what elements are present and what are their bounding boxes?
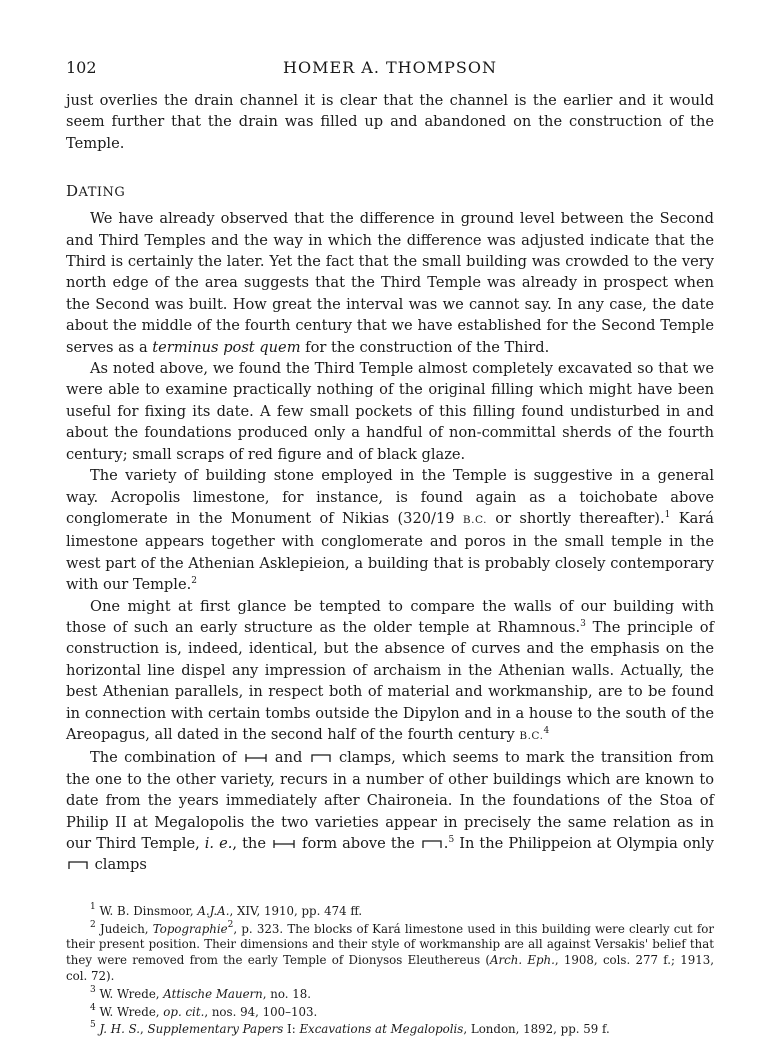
text-span: I: xyxy=(283,1022,300,1037)
page xyxy=(66,58,714,1038)
page-number: 102 xyxy=(66,58,97,77)
text-span: , p. 323. The blocks of Kará limestone used in this building were clearly cut for their present position. Their dimensions and their style of workmanship are all against Versakis' belief that they were removed from the early Temple of Dionysos Eleuthereus ( xyxy=(66,921,714,968)
footnote-2 xyxy=(66,919,714,985)
paragraph-5 xyxy=(66,747,714,875)
footnote-ref[interactable]: 5 xyxy=(448,835,455,845)
text-span: and xyxy=(268,749,309,767)
text-span: The combination of xyxy=(90,749,243,767)
paragraph-4 xyxy=(66,596,714,748)
text-span: In the Philippeion at Olympia only xyxy=(454,835,714,852)
text-span: The principle of construction is, indeed, identical, but the absence of curves and the emphasis on the horizontal line dispel any impression of archaism in the Athenian walls. Actually, the best Athenian parallels, in respect both of material and workmanship, are to be found in connection with certain tombs outside the Dipylon and in a house to the south of the Areopagus, all dated in the second half of the fourth century xyxy=(66,618,714,743)
footnote-number: 2 xyxy=(90,919,96,930)
text-span: or shortly thereafter). xyxy=(486,509,665,527)
italic-phrase: terminus post quem xyxy=(152,338,301,356)
pi-clamp-icon xyxy=(422,839,442,849)
running-title: HOMER A. THOMPSON xyxy=(283,58,497,77)
text-span: , the xyxy=(232,835,272,852)
footnote-3 xyxy=(66,984,714,1003)
section-heading xyxy=(66,182,714,200)
footnote-number: 5 xyxy=(90,1020,96,1031)
text-span: We have already observed that the difference in ground level between the Second and Third Temples and the way in which the difference was adjusted indicate that the Third is certainly the later. Yet the fact that the small building was crowded to the very north edge of the area suggests that the Third Temple was already in prospect when the Second was built. How great the interval was we cannot say. In any case, the date about the middle of the fourth century that we have established for the Second Temple serves as a xyxy=(66,210,714,356)
footnote-ref[interactable]: 4 xyxy=(543,725,550,736)
footnote-number: 1 xyxy=(90,901,96,912)
section-heading-rest: ATING xyxy=(78,185,126,201)
text-span: Judeich, xyxy=(99,921,153,936)
footnote-1 xyxy=(66,901,714,920)
paragraph-3 xyxy=(66,465,714,595)
paragraph-2: As noted above, we found the Third Temple almost completely excavated so that we were able to examine practically nothing of the original filling which might have been useful for fixing its date. A few small pockets of this filling found undisturbed in and about the foundations produced only a handful of non-committal sherds of the fourth century; small scraps of red figure and of black glaze. xyxy=(66,360,714,463)
footnote-5 xyxy=(66,1022,714,1038)
edition-superscript: 2 xyxy=(227,919,234,930)
footnote-ref[interactable]: 3 xyxy=(580,618,586,629)
italic-phrase: Topographie xyxy=(152,921,228,936)
text-span: , no. 18. xyxy=(262,986,312,1001)
italic-phrase: Attische Mauern xyxy=(163,986,263,1001)
italic-phrase: Arch. Eph. xyxy=(490,953,555,968)
h-clamp-icon xyxy=(273,839,295,849)
italic-phrase: Supplementary Papers xyxy=(147,1022,284,1037)
text-span: form above the xyxy=(297,835,420,852)
footnote-ref[interactable]: 1 xyxy=(664,509,671,520)
era-abbrev: B.C. xyxy=(462,513,487,526)
italic-phrase: op. cit. xyxy=(163,1004,205,1019)
footnote-4 xyxy=(66,1002,714,1021)
era-abbrev: B.C. xyxy=(519,729,544,742)
intro-paragraph: just overlies the drain channel it is clear that the channel is the earlier and it would seem further that the drain was filled up and abandoned on the construction of the Temple. xyxy=(66,92,714,152)
text-span: Kará limestone appears together with conglomerate and poros in the small temple in the west part of the Athenian Asklepieion, a building that is probably closely contemporary with our Temple. xyxy=(66,509,715,594)
pi-clamp-icon xyxy=(311,753,331,763)
section-heading-cap: D xyxy=(66,182,79,201)
paragraph-1 xyxy=(66,208,714,358)
text-span: clamps xyxy=(90,856,147,874)
italic-phrase: A.J.A. xyxy=(197,903,230,918)
text-span: . xyxy=(443,835,449,852)
text-span: W. Wrede, xyxy=(99,1004,164,1019)
footnote-number: 4 xyxy=(90,1002,96,1013)
footnotes xyxy=(66,901,714,1038)
pi-clamp-icon xyxy=(68,860,88,870)
footnote-ref[interactable]: 2 xyxy=(191,576,197,587)
text-span: for the construction of the Third. xyxy=(300,338,550,356)
italic-phrase: J. H. S. xyxy=(99,1022,140,1037)
footnote-number: 3 xyxy=(90,984,96,995)
italic-phrase: Excavations at Megalopolis xyxy=(299,1022,464,1037)
text-span: , 1908, cols. 277 f.; 1913, col. 72). xyxy=(66,953,714,983)
text-span: The variety of building stone employed in the Temple is suggestive in a general way. Acropolis limestone, for instance, is found again as a toichobate above conglomerate in the Monument of Nikias (320/19 xyxy=(66,467,714,527)
text-span: , xyxy=(140,1022,148,1037)
text-span: , nos. 94, 100–103. xyxy=(204,1004,318,1019)
h-clamp-icon xyxy=(245,753,267,763)
text-span: , London, 1892, pp. 59 f. xyxy=(463,1022,610,1037)
page-header xyxy=(66,58,714,82)
text-span: W. Wrede, xyxy=(99,986,164,1001)
text-span: One might at first glance be tempted to compare the walls of our building with those of such an early structure as the older temple at Rhamnous. xyxy=(66,597,714,636)
italic-phrase: i. e. xyxy=(204,835,233,852)
text-span: clamps, which seems to mark the transition from the one to the other variety, recurs in a number of other buildings which are known to date from the years immediately after Chaironeia. In the foundations of the Stoa of Philip II at Megalopolis the two varieties appear in precisely the same relation as in our Third Temple, xyxy=(66,749,714,852)
text-span: , XIV, 1910, pp. 474 ff. xyxy=(229,903,363,918)
text-span: W. B. Dinsmoor, xyxy=(99,903,198,918)
